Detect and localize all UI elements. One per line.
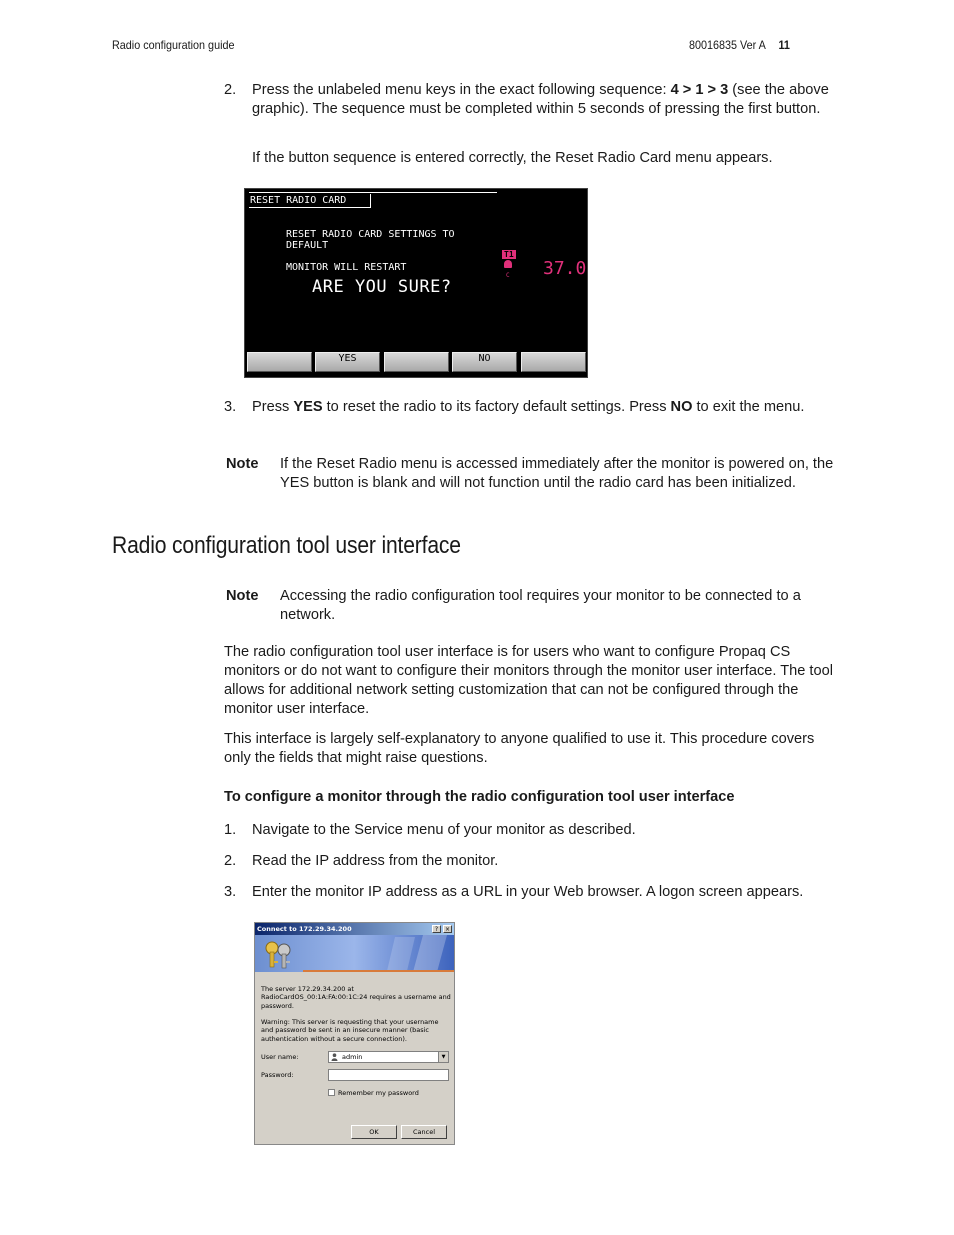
keys-icon xyxy=(262,939,296,969)
softkey-3[interactable] xyxy=(384,352,449,372)
dialog-title: Connect to 172.29.34.200 xyxy=(255,923,454,935)
banner-accent-line xyxy=(303,970,454,972)
doc-id: 80016835 Ver A xyxy=(689,38,766,52)
screen-title: RESET RADIO CARD xyxy=(249,194,371,208)
warning-message: Warning: This server is requesting that your username and password be sent in an insecure manner (basic authentication without a secure connection). xyxy=(261,1018,439,1043)
step-3-text-c: to exit the menu. xyxy=(692,399,805,415)
step-3-text-b: to reset the radio to its factory default settings. Press xyxy=(322,399,671,415)
screen-line-1: RESET RADIO CARD SETTINGS TO xyxy=(286,229,455,240)
softkey-yes[interactable]: YES xyxy=(315,352,380,372)
screen-title-rule xyxy=(249,192,497,193)
step-3-text-a: Press xyxy=(252,399,294,415)
close-button[interactable]: × xyxy=(444,926,451,933)
screen-line-3: MONITOR WILL RESTART xyxy=(286,262,407,273)
paragraph: This interface is largely self-explanatory to anyone qualified to use it. This procedure covers only the fields that might raise questions. xyxy=(224,731,815,766)
server-message: The server 172.29.34.200 at RadioCardOS_00:1A:FA:00:1C:24 requires a username and password. xyxy=(261,985,451,1010)
step-2-followup: If the button sequence is entered correctly, the Reset Radio Card menu appears. xyxy=(252,150,773,166)
page-number: 11 xyxy=(778,38,790,52)
cancel-button[interactable]: Cancel xyxy=(401,1125,447,1139)
procedure-title: To configure a monitor through the radio configuration tool user interface xyxy=(224,789,735,805)
key-sequence: 4 > 1 > 3 xyxy=(670,82,729,98)
username-label: User name: xyxy=(261,1053,299,1061)
step-2-text-b: (see the above graphic). The sequence must be completed within 5 seconds of pressing the first button. xyxy=(252,82,829,117)
remember-checkbox[interactable] xyxy=(328,1089,335,1096)
note-text: If the Reset Radio menu is accessed immediately after the monitor is powered on, the YES button is blank and will not function until the radio card has been initialized. xyxy=(280,456,834,491)
step-2-text-a: Press the unlabeled menu keys in the exact following sequence: xyxy=(252,82,671,98)
username-combo[interactable] xyxy=(328,1051,449,1063)
section-heading: Radio configuration tool user interface xyxy=(112,532,461,559)
softkey-no[interactable]: NO xyxy=(452,352,517,372)
dialog-banner xyxy=(255,935,454,972)
dropdown-arrow-icon[interactable]: ▼ xyxy=(438,1052,448,1062)
password-label: Password: xyxy=(261,1071,294,1079)
screen-line-2: DEFAULT xyxy=(286,240,329,251)
alarm-bell-icon xyxy=(504,260,512,268)
remember-label: Remember my password xyxy=(338,1089,419,1097)
paragraph: The radio configuration tool user interface is for users who want to configure Propaq CS monitors or do not want to configure their monitors through the monitor user interface. The tool allows for additional network setting customization that can not be configured through the monitor user interface. xyxy=(224,644,833,717)
ok-button[interactable]: OK xyxy=(351,1125,397,1139)
step-text: Navigate to the Service menu of your monitor as described. xyxy=(252,822,636,838)
password-field[interactable] xyxy=(328,1069,449,1081)
step-number: 2. xyxy=(224,853,237,869)
yes-keyword: YES xyxy=(293,399,323,415)
temperature-value: 37.0 xyxy=(543,258,587,279)
help-button[interactable]: ? xyxy=(432,925,441,933)
logon-dialog xyxy=(254,922,455,1145)
running-header-title: Radio configuration guide xyxy=(112,38,235,52)
step-number: 1. xyxy=(224,822,237,838)
step-number: 3. xyxy=(224,399,237,415)
reset-radio-card-screen xyxy=(244,188,588,378)
softkey-5[interactable] xyxy=(521,352,586,372)
note-label: Note xyxy=(226,588,259,604)
step-number: 3. xyxy=(224,884,237,900)
step-text: Read the IP address from the monitor. xyxy=(252,853,499,869)
note-text: Accessing the radio configuration tool requires your monitor to be connected to a network. xyxy=(280,588,801,623)
user-icon xyxy=(331,1053,338,1061)
username-value: admin xyxy=(342,1053,363,1061)
step-number: 2. xyxy=(224,82,237,98)
no-keyword: NO xyxy=(670,399,693,415)
temp-unit: C xyxy=(506,272,510,279)
step-3-text xyxy=(252,398,812,417)
step-text: Enter the monitor IP address as a URL in your Web browser. A logon screen appears. xyxy=(252,884,804,900)
banner-decoration xyxy=(385,935,454,972)
softkey-1[interactable] xyxy=(247,352,312,372)
note-label: Note xyxy=(226,456,259,472)
temp-channel-label: T1 xyxy=(504,250,514,259)
step-2-text xyxy=(252,81,842,119)
confirm-prompt: ARE YOU SURE? xyxy=(312,277,452,297)
running-header-docid xyxy=(689,38,790,52)
